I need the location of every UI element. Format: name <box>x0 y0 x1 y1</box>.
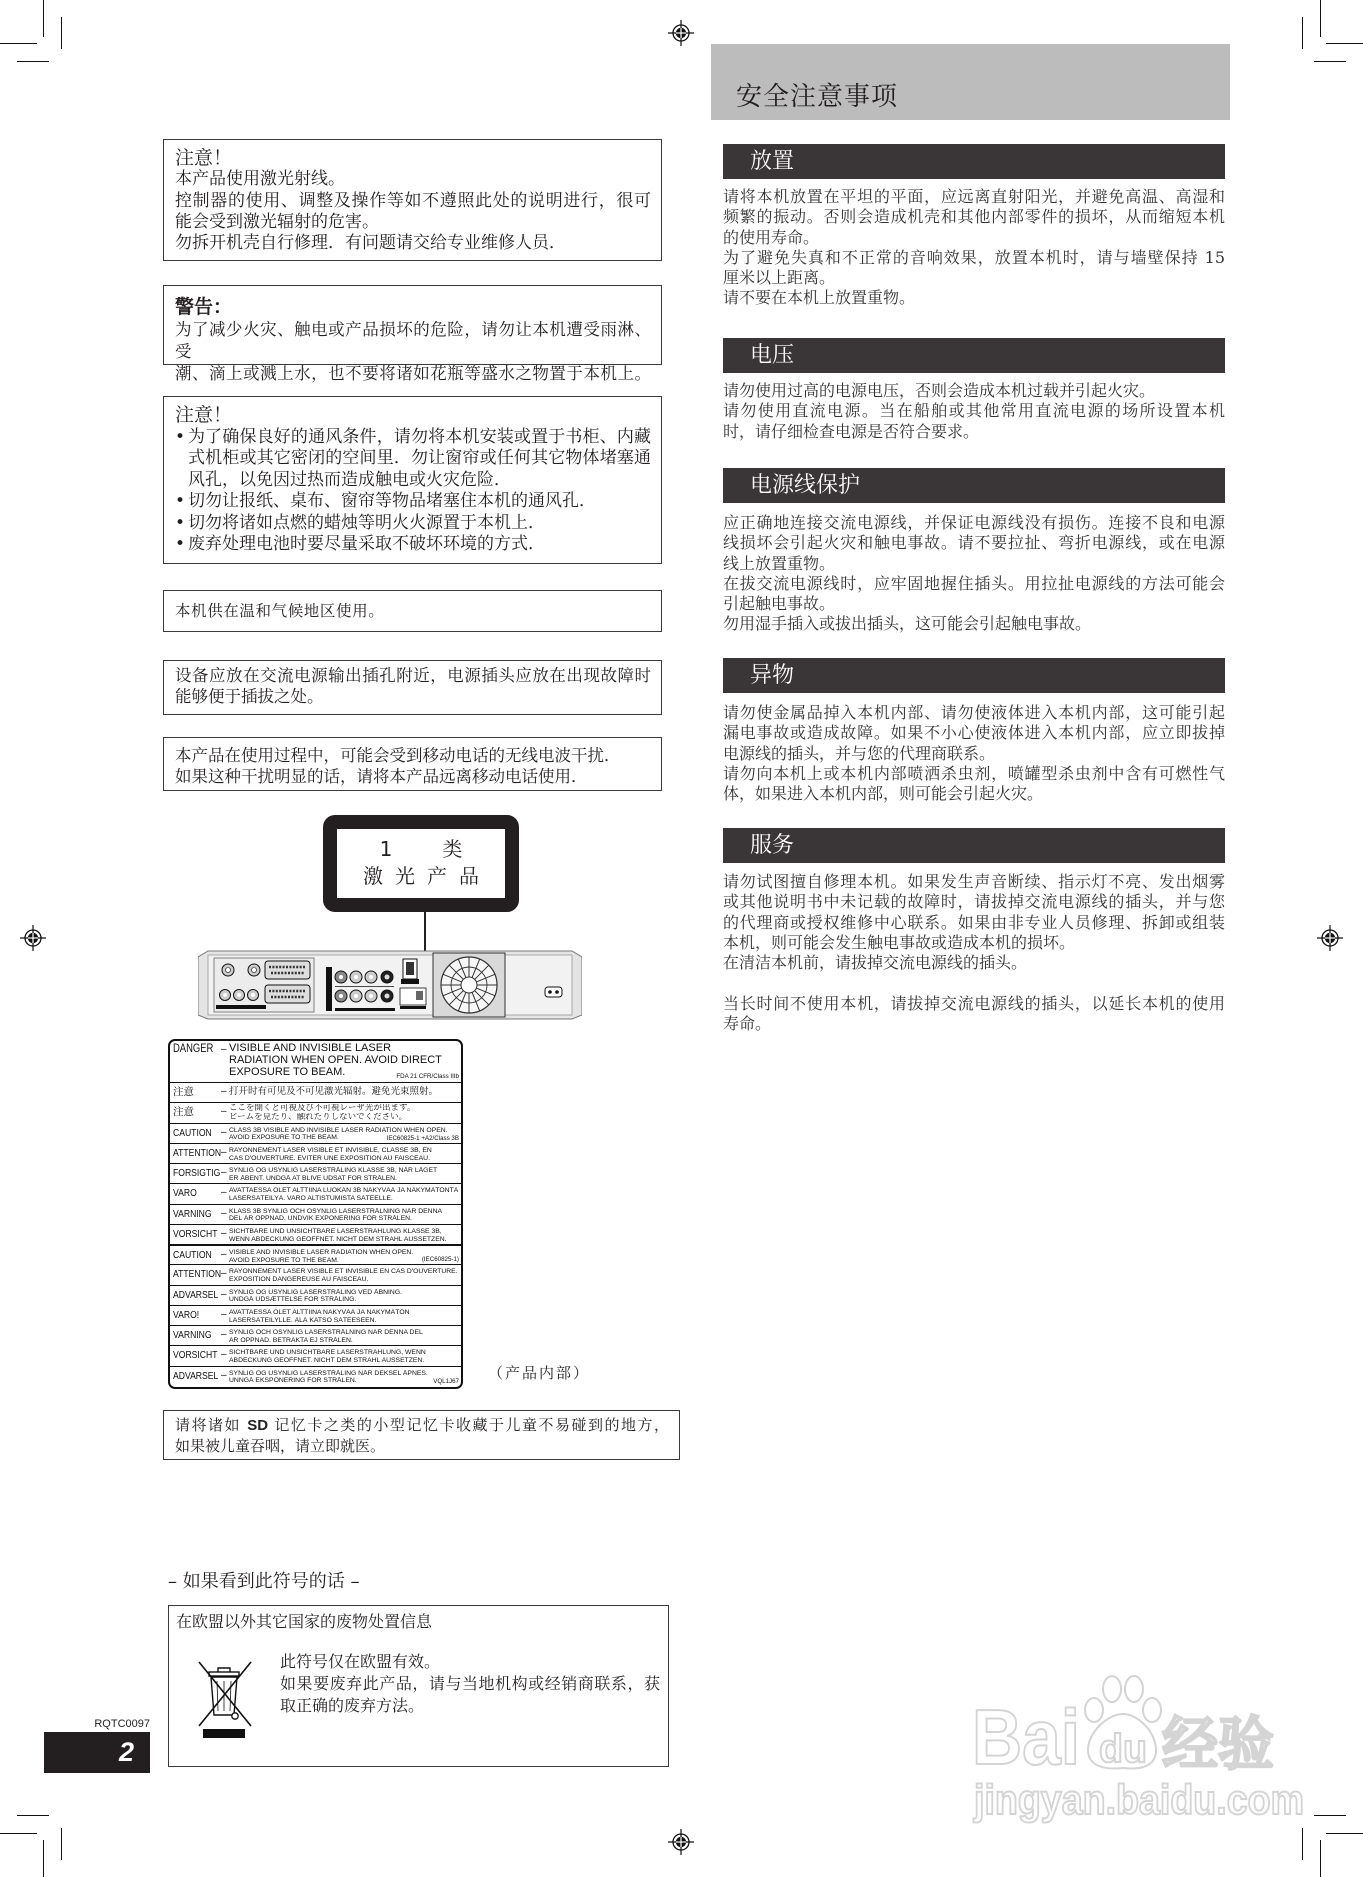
text-line: VISIBLE AND INVISIBLE LASER RADIATION WHEN OPEN. <box>229 1249 414 1256</box>
eu-disposal-body <box>280 1651 660 1717</box>
section-body-foreign-matter <box>723 703 1225 804</box>
text-line: 切勿将诸如点燃的蜡烛等明火火源置于本机上． <box>188 512 545 533</box>
watermark-brand-latin: Bai <box>972 1693 1080 1781</box>
label-keyword: VARNING <box>173 1329 212 1341</box>
label-row <box>170 1102 461 1122</box>
section-header-voltage <box>723 338 1225 373</box>
label-keyword: VARO <box>173 1187 197 1200</box>
paw-toe-icon <box>1085 1698 1103 1722</box>
label-separator: – <box>221 1249 227 1260</box>
crop-mark <box>1326 1833 1363 1834</box>
label-row <box>170 1224 461 1244</box>
sd-card-notice-box <box>163 1410 680 1460</box>
label-separator: – <box>221 1268 227 1280</box>
crop-mark <box>43 0 44 37</box>
text-segment: 请将诸如 <box>175 1416 248 1434</box>
class-word: 类 <box>442 837 463 861</box>
text-line: AVOID EXPOSURE TO THE BEAM. <box>229 1134 339 1142</box>
label-row <box>170 1123 461 1143</box>
text-line: 潮、滴上或溅上水，也不要将诸如花瓶等盛水之物置于本机上。 <box>175 364 651 383</box>
text-line: ER ÅBENT. UNDGÅ AT BLIVE UDSAT FOR STRÅLEN. <box>229 1174 397 1182</box>
crop-mark <box>43 1840 44 1877</box>
section-body-placement <box>723 187 1225 309</box>
label-note: FDA 21 CFR/Class IIIb <box>396 1073 459 1080</box>
class-number: 1 <box>379 837 393 861</box>
label-code: VQL1J67 <box>433 1377 459 1385</box>
text-line: ビームを見たり、触れたりしないでください。 <box>229 1113 408 1123</box>
text-line: UNDGÅ UDSÆTTELSE FOR STRÅLING. <box>229 1296 357 1304</box>
section-title: 电压 <box>750 343 795 368</box>
text-line: 切勿让报纸、桌布、窗帘等物品堵塞住本机的通风孔． <box>188 491 596 511</box>
label-row <box>170 1345 461 1365</box>
label-separator: – <box>221 1227 227 1239</box>
registration-mark-icon <box>666 18 696 48</box>
label-separator: – <box>221 1207 227 1219</box>
text-line: 本产品在使用过程中，可能会受到移动电话的无线电波干扰． <box>175 746 621 765</box>
section-header-service <box>723 828 1225 863</box>
bullet-item <box>175 491 651 513</box>
crop-mark <box>1320 0 1321 37</box>
text-line: 打开时有可见及不可见激光辐射。避免光束照射。 <box>229 1086 439 1097</box>
text-line: AVATTAESSA OLET ALTTIINA LUOKAN 3B NÄKYVÄÄ JA NÄKYMÄTÖNTÄ <box>229 1187 459 1195</box>
text-line: 或其他说明书中未记载的故障时，请拔掉交流电源线的插头，并与您 <box>723 892 1225 912</box>
text-line: SYNLIG OCH OSYNLIG LASERSTRÅLNING NÄR DENNA DEL <box>229 1329 423 1336</box>
text-line: ここを開くと可視及び不可視レーザ光が出ます。 <box>229 1104 416 1114</box>
crop-mark <box>1314 1815 1346 1816</box>
label-text <box>229 1349 459 1365</box>
crop-mark <box>61 17 62 49</box>
label-text <box>229 1104 459 1122</box>
section-body-service <box>723 872 1225 1034</box>
weee-crossed-out-bin-icon <box>196 1656 254 1740</box>
text-line: 体，如果进入本机内部，则可能会引起火灾。 <box>723 784 1044 804</box>
text-line: 线上放置重物。 <box>723 553 836 573</box>
bullet-icon: • <box>175 534 186 554</box>
warning-box <box>163 285 662 383</box>
bullet-icon: • <box>175 426 186 447</box>
watermark-brand-cn: 经验 <box>1162 1712 1274 1777</box>
label-keyword: 注意 <box>173 1086 194 1098</box>
text-line: 频繁的振动。否则会造成机壳和其他内部零件的损坏，从而缩短本机 <box>723 207 1225 227</box>
label-row-danger <box>170 1041 461 1082</box>
box-title: 注意！ <box>175 404 233 426</box>
section-title: 异物 <box>750 663 795 688</box>
label-text <box>229 1309 459 1325</box>
text-line: RAYONNEMENT LASER VISIBLE ET INVISIBLE EN CAS D'OUVERTURE. <box>229 1268 458 1276</box>
section-title: 电源线保护 <box>750 473 861 498</box>
text-line: AVOID EXPOSURE TO THE BEAM. <box>229 1256 339 1264</box>
label-text <box>229 1268 459 1284</box>
label-keyword: VORSICHT <box>173 1349 218 1362</box>
text-line: 请将本机放置在平坦的平面，应远离直射阳光，并避免高温、高湿和 <box>723 187 1225 206</box>
text-line: WENN ABDECKUNG GEÖFFNET. NICHT DEM STRAHL AUSSETZEN. <box>229 1235 447 1243</box>
crop-mark <box>61 1828 62 1860</box>
bullet-item <box>175 534 651 556</box>
crop-mark <box>0 43 37 44</box>
text-line: 在清洁本机前，请拔掉交流电源线的插头。 <box>723 953 1028 973</box>
text-line: 为了避免失真和不正常的音响效果，放置本机时，请与墙壁保持 15 <box>723 247 1225 267</box>
text-line: UNNGÅ EKSPONERING FOR STRÅLEN. <box>229 1377 357 1385</box>
label-row <box>170 1305 461 1325</box>
text-line: 取正确的废弃方法。 <box>280 1696 425 1715</box>
crop-mark <box>17 61 49 62</box>
text-line: 此符号仅在欧盟有效。 <box>280 1652 441 1671</box>
label-text <box>229 1208 459 1224</box>
label-location-note: （产品内部） <box>488 1364 591 1382</box>
text-line: SYNLIG OG USYNLIG LASERSTRÅLING VED ÅBNING. <box>229 1288 402 1296</box>
label-row <box>170 1244 461 1264</box>
bullet-text <box>188 427 651 492</box>
bullet-item <box>175 513 651 535</box>
text-line: 厘米以上距离。 <box>723 268 836 288</box>
registration-mark-icon <box>1315 923 1345 953</box>
text-line: ABDECKUNG GEÖFFNET. NICHT DEM STRAHL AUSSETZEN. <box>229 1357 425 1365</box>
text-line: 为了确保良好的通风条件，请勿将本机安装或置于书柜、内藏 <box>188 426 651 447</box>
label-separator: – <box>221 1349 227 1361</box>
label-separator: – <box>221 1044 227 1055</box>
crop-mark <box>1302 17 1303 49</box>
text-line: VISIBLE AND INVISIBLE LASER <box>229 1042 392 1054</box>
laser-caution-box <box>163 139 662 261</box>
crop-mark <box>1302 1828 1303 1860</box>
label-separator: – <box>221 1329 227 1340</box>
label-keyword: VARNING <box>173 1207 212 1220</box>
laser-warning-label <box>168 1039 463 1389</box>
text-line: SYNLIG OG USYNLIG LASERSTRÅLING NÅR DEKSEL ÅPNES. <box>229 1369 428 1377</box>
text-line: 电源线的插头，并与您的代理商联系。 <box>723 743 996 763</box>
eu-disposal-title: 在欧盟以外其它国家的废物处置信息 <box>176 1612 433 1631</box>
label-row <box>170 1204 461 1224</box>
label-separator: – <box>221 1126 227 1138</box>
label-row <box>170 1366 461 1386</box>
text-line: 勿拆开机壳自行修理．有问题请交给专业维修人员． <box>175 233 566 254</box>
section-header-placement <box>723 144 1225 179</box>
label-separator: – <box>221 1167 227 1178</box>
text-line: 式机柜或其它密闭的空间里．勿让窗帘或任何其它物体堵塞通 <box>188 448 651 468</box>
climate-notice-box <box>163 590 662 632</box>
label-separator: – <box>221 1369 227 1381</box>
text-line: 为了减少火灾、触电或产品损坏的危险，请勿让本机遭受雨淋、受 <box>175 320 651 361</box>
bullet-icon: • <box>175 491 186 511</box>
bullet-item <box>175 427 651 492</box>
text-line <box>175 1415 669 1436</box>
box-title: 注意！ <box>175 147 233 169</box>
text-line: 如果被儿童吞咽，请立即就医。 <box>175 1437 386 1455</box>
page-header-banner <box>711 44 1230 120</box>
label-keyword: VARO! <box>173 1308 200 1321</box>
registration-mark-icon <box>666 1827 696 1857</box>
outlet-notice-box <box>163 660 662 715</box>
label-separator: – <box>221 1086 227 1097</box>
text-line: 设备应放在交流电源输出插孔附近，电源插头应放在出现故障时 <box>175 666 651 685</box>
label-keyword: FORSIGTIG <box>173 1167 221 1179</box>
section-body-voltage <box>723 381 1225 442</box>
label-keyword: CAUTION <box>173 1126 212 1139</box>
crop-mark <box>1314 61 1346 62</box>
crop-mark <box>1320 1840 1321 1877</box>
label-row <box>170 1325 461 1345</box>
text-line: 请勿向本机上或本机内部喷洒杀虫剂，喷罐型杀虫剂中含有可燃性气 <box>723 763 1225 783</box>
text-line: LASERSÄTEILYÄ. VARO ALTISTUMISTA SÄTEELLE. <box>229 1195 393 1203</box>
crop-mark <box>17 1815 49 1816</box>
label-keyword: 注意 <box>173 1106 194 1119</box>
label-text <box>229 1167 459 1183</box>
text-line: AVATTAESSA OLET ALTTIINA NÄKYVÄÄ JA NÄKYMÄTÖN <box>229 1308 410 1316</box>
label-row <box>170 1285 461 1305</box>
text-line: LASERSÄTEILYLLE. ÄLÄ KATSO SÄTEESEEN. <box>229 1316 377 1324</box>
label-row <box>170 1082 461 1102</box>
text-line: CAS D'OUVERTURE. ÉVITER UNE EXPOSITION AU FAISCEAU. <box>229 1154 430 1162</box>
text-line: 废弃处理电池时要尽量采取不破坏环境的方式． <box>188 534 545 554</box>
text-line: SICHTBARE UND UNSICHTBARE LASERSTRAHLUNG, WENN <box>229 1349 426 1357</box>
label-row <box>170 1163 461 1183</box>
label-keyword: ATTENTION <box>173 1268 222 1281</box>
text-line: 寿命。 <box>723 1014 772 1034</box>
page-title: 安全注意事项 <box>736 82 899 112</box>
text-line: 请勿使用直流电源。当在船舶或其他常用直流电源的场所设置本机 <box>723 401 1225 421</box>
label-text <box>229 1187 459 1203</box>
section-body-power-cord <box>723 513 1225 635</box>
section-title: 服务 <box>750 833 795 858</box>
text-line: 线损坏会引起火灾和触电事故。请不要拉扯、弯折电源线，或在电源 <box>723 533 1225 553</box>
section-title: 放置 <box>750 149 795 174</box>
text-line: 如果要废弃此产品，请与当地机构或经销商联系，获 <box>280 1674 660 1693</box>
baidu-jingyan-watermark <box>962 1662 1312 1827</box>
text-line: 在拔交流电源线时，应牢固地握住插头。用拉扯电源线的方法可能会 <box>723 573 1225 593</box>
label-separator: – <box>221 1106 227 1118</box>
text-line: 能够便于插拔之处。 <box>175 686 324 706</box>
laser-class-label <box>323 815 519 912</box>
text-line: 本机，则可能会发生触电事故或造成本机的损坏。 <box>723 932 1076 952</box>
label-note: (IEC60825-1) <box>421 1256 459 1264</box>
label-keyword: ADVARSEL <box>173 1288 219 1301</box>
paw-toe-icon <box>1143 1698 1161 1722</box>
text-line: KLASS 3B SYNLIG OCH OSYNLIG LASERSTRÅLNING NÄR DENNA <box>229 1207 443 1215</box>
mobile-interference-box <box>163 737 662 791</box>
text-line: 的代理商或授权维修中心联系。如果由非专业人员修理、拆卸或组装 <box>723 912 1225 932</box>
bullet-text <box>188 491 651 513</box>
bullet-text <box>188 534 651 556</box>
label-keyword: ADVARSEL <box>173 1369 219 1382</box>
text-line: 当长时间不使用本机，请拔掉交流电源线的插头，以延长本机的使用 <box>723 993 1225 1013</box>
watermark-url: jingyan.baidu.com <box>973 1776 1304 1823</box>
label-text <box>229 1086 459 1098</box>
label-row <box>170 1143 461 1163</box>
text-line: 漏电事故或造成故障。如果不小心使液体进入本机内部，应立即拔掉 <box>723 723 1225 743</box>
ventilation-caution-box <box>163 396 662 564</box>
text-line: 控制器的使用、调整及操作等如不遵照此处的说明进行，很可 <box>175 190 651 211</box>
text-line: DEL ÄR ÖPPNAD. UNDVIK EXPONERING FÖR STRÅLEN. <box>229 1215 412 1223</box>
section-header-foreign-matter <box>723 658 1225 693</box>
page-number: 2 <box>118 1737 134 1767</box>
text-line: 如果这种干扰明显的话，请将本产品远离移动电话使用． <box>175 767 588 786</box>
text-line: 风孔，以免因过热而造成触电或火灾危险． <box>188 469 511 490</box>
text-line: 本产品使用激光射线。 <box>175 169 345 190</box>
label-keyword: VORSICHT <box>173 1227 218 1240</box>
label-text <box>229 1289 459 1305</box>
label-text <box>229 1370 459 1386</box>
label-text <box>229 1228 459 1244</box>
label-separator: – <box>221 1187 227 1199</box>
eu-disposal-heading: – 如果看到此符号的话 – <box>168 1571 360 1592</box>
text-line: 请不要在本机上放置重物。 <box>723 288 916 308</box>
label-separator: – <box>221 1308 227 1320</box>
registration-mark-icon <box>18 923 48 953</box>
watermark-brand-paw-text: du <box>1099 1727 1147 1771</box>
label-text <box>229 1147 459 1163</box>
section-header-power-cord <box>723 468 1225 503</box>
bullet-text <box>188 513 651 535</box>
text-line: RADIATION WHEN OPEN. AVOID DIRECT <box>229 1054 442 1067</box>
text-line: 的使用寿命。 <box>723 227 820 247</box>
text-line: 请勿试图擅自修理本机。如果发生声音断续、指示灯不亮、发出烟雾 <box>723 872 1225 891</box>
paragraph-spacer <box>723 973 1225 993</box>
label-separator: – <box>221 1146 227 1158</box>
text-line: RAYONNEMENT LASER VISIBLE ET INVISIBLE, CLASSE 3B, EN <box>229 1146 432 1154</box>
label-text <box>229 1329 459 1345</box>
device-rear-panel-illustration <box>198 949 582 1021</box>
text-line: 引起触电事故。 <box>723 594 836 614</box>
label-row <box>170 1264 461 1284</box>
text-line: SICHTBARE UND UNSICHTBARE LASERSTRAHLUNG KLASSE 3B, <box>229 1227 442 1235</box>
text-line: 请勿使金属品掉入本机内部、请勿使液体进入本机内部，这可能引起 <box>723 703 1225 722</box>
text-line: 应正确地连接交流电源线，并保证电源线没有损伤。连接不良和电源 <box>723 513 1225 532</box>
text-line: 时，请仔细检查电源是否符合要求。 <box>723 421 980 441</box>
text-line: ÄR ÖPPNAD. BETRAKTA EJ STRÅLEN. <box>229 1336 353 1344</box>
label-row <box>170 1183 461 1203</box>
text-line: 请勿使用过高的电源电压，否则会造成本机过载并引起火灾。 <box>723 381 1156 400</box>
text-segment: 记忆卡之类的小型记忆卡收藏于儿童不易碰到的地方， <box>268 1416 669 1434</box>
text-line: 勿用湿手插入或拔出插头，这可能会引起触电事故。 <box>723 614 1092 634</box>
text-line: 本机供在温和气候地区使用。 <box>175 602 385 620</box>
sd-bold-text: SD <box>247 1417 269 1434</box>
box-title: 警告： <box>175 296 233 318</box>
laser-class-line <box>337 836 505 863</box>
label-separator: – <box>221 1288 227 1300</box>
label-keyword: CAUTION <box>173 1249 212 1261</box>
paw-toe-icon <box>1125 1676 1143 1702</box>
document-code: RQTC0097 <box>94 1718 150 1730</box>
crop-mark <box>0 1833 37 1834</box>
text-line: EXPOSITION DANGEREUSE AU FAISCEAU. <box>229 1276 369 1284</box>
page-number-box <box>44 1732 150 1773</box>
label-keyword: ATTENTION <box>173 1146 222 1159</box>
box-body <box>175 319 651 385</box>
text-line: SYNLIG OG USYNLIG LASERSTRÅLING KLASSE 3B, NÅR LÅGET <box>229 1167 438 1174</box>
crop-mark <box>1326 43 1363 44</box>
text-line: CLASS 3B VISIBLE AND INVISIBLE LASER RADIATION WHEN OPEN. <box>229 1126 448 1134</box>
label-keyword: DANGER <box>173 1043 214 1055</box>
bullet-icon: • <box>175 512 186 533</box>
text-line: EXPOSURE TO BEAM. <box>229 1066 346 1079</box>
laser-product-text: 激光产品 <box>363 864 491 888</box>
paw-toe-icon <box>1103 1676 1121 1702</box>
label-note: IEC60825-1 +A2/Class 3B <box>386 1134 459 1142</box>
text-line: 能会受到激光辐射的危害。 <box>175 211 379 232</box>
